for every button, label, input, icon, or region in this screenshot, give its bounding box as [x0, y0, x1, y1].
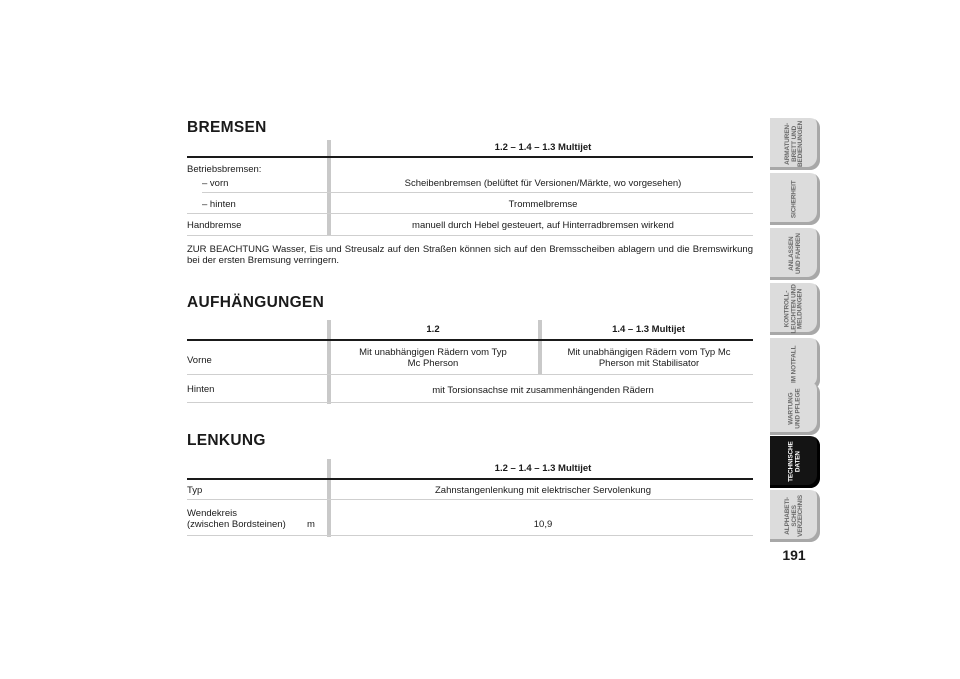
tab-label: IM NOTFALL — [790, 345, 798, 383]
row-divider — [187, 374, 753, 375]
row-divider — [187, 402, 753, 403]
tab-sicherheit[interactable] — [770, 173, 820, 225]
tab-label: ANLASSEN UND FAHREN — [787, 233, 801, 275]
section-title-brakes: BREMSEN — [187, 119, 267, 136]
brakes-row-value: Trommelbremse — [508, 199, 578, 210]
tab-label: SICHERHEIT — [790, 180, 798, 218]
brakes-row-label: – hinten — [202, 199, 236, 210]
brakes-row-value: manuell durch Hebel gesteuert, auf Hinterradbremsen wirkend — [412, 220, 674, 231]
table-header-rule — [187, 339, 753, 341]
row-divider — [202, 192, 753, 193]
section-title-steering: LENKUNG — [187, 432, 266, 449]
steering-row-label: (zwischen Bordsteinen) — [187, 519, 286, 530]
tab-kontrollleuchten[interactable] — [770, 283, 820, 335]
suspension-column-header: 1.4 – 1.3 Multijet — [612, 324, 685, 335]
row-divider — [187, 235, 753, 236]
brakes-row-label: Handbremse — [187, 220, 242, 231]
brakes-row-label: Betriebsbremsen: — [187, 164, 262, 175]
suspension-row-label: Vorne — [187, 355, 212, 366]
column-separator — [327, 459, 331, 537]
tab-label: WARTUNG UND PFLEGE — [787, 388, 801, 430]
suspension-table — [187, 320, 753, 404]
table-header-rule — [187, 156, 753, 158]
tab-label: KONTROLL- LEUCHTEN UND MELDUNGEN — [784, 284, 805, 334]
column-separator — [327, 320, 331, 404]
brakes-table — [187, 140, 753, 236]
suspension-front-value: Mit unabhängigen Rädern vom Typ Mc Pherson mit Stabilisator — [567, 347, 731, 369]
steering-table — [187, 459, 753, 537]
tab-verzeichnis[interactable] — [770, 490, 820, 542]
steering-row-value: 10,9 — [533, 519, 553, 530]
section-title-suspension: AUFHÄNGUNGEN — [187, 294, 325, 311]
row-divider — [187, 499, 753, 500]
page-number: 191 — [782, 547, 806, 563]
column-separator — [538, 320, 542, 374]
steering-unit: m — [307, 519, 315, 530]
suspension-row-label: Hinten — [187, 384, 215, 395]
steering-row-label: Typ — [187, 485, 203, 496]
row-divider — [187, 535, 753, 536]
tab-technische-daten[interactable] — [770, 436, 820, 488]
column-separator — [327, 140, 331, 236]
brakes-row-value: Scheibenbremsen (belüftet für Versionen/Märkte, wo vorgesehen) — [404, 178, 682, 189]
tab-anlassen[interactable] — [770, 228, 820, 280]
tab-armaturenbrett[interactable] — [770, 118, 820, 170]
tab-label: TECHNISCHE DATEN — [787, 441, 801, 483]
suspension-rear-value: mit Torsionsachse mit zusammenhängenden Rädern — [432, 385, 654, 396]
steering-row-label: Wendekreis — [187, 508, 237, 519]
brakes-column-header: 1.2 – 1.4 – 1.3 Multijet — [494, 142, 592, 153]
tab-label: ARMATUREN- BRETT UND BEDIENUNGEN — [784, 120, 805, 168]
brakes-row-label: – vorn — [202, 178, 229, 189]
suspension-column-header: 1.2 — [426, 324, 440, 335]
steering-column-header: 1.2 – 1.4 – 1.3 Multijet — [494, 463, 592, 474]
row-divider — [187, 213, 753, 214]
tab-label: ALPHABETI- SCHES VERZEICHNIS — [784, 495, 805, 537]
steering-row-value: Zahnstangenlenkung mit elektrischer Servolenkung — [435, 485, 651, 496]
brakes-note: ZUR BEACHTUNG Wasser, Eis und Streusalz auf den Straßen können sich auf den Bremsscheiben ablagern und die Bremswirkung bei der ersten Bremsung verringern. — [187, 244, 753, 266]
table-header-rule — [187, 478, 753, 480]
suspension-front-value: Mit unabhängigen Rädern vom Typ Mc Pherson — [359, 347, 507, 369]
tab-wartung[interactable] — [770, 383, 820, 435]
